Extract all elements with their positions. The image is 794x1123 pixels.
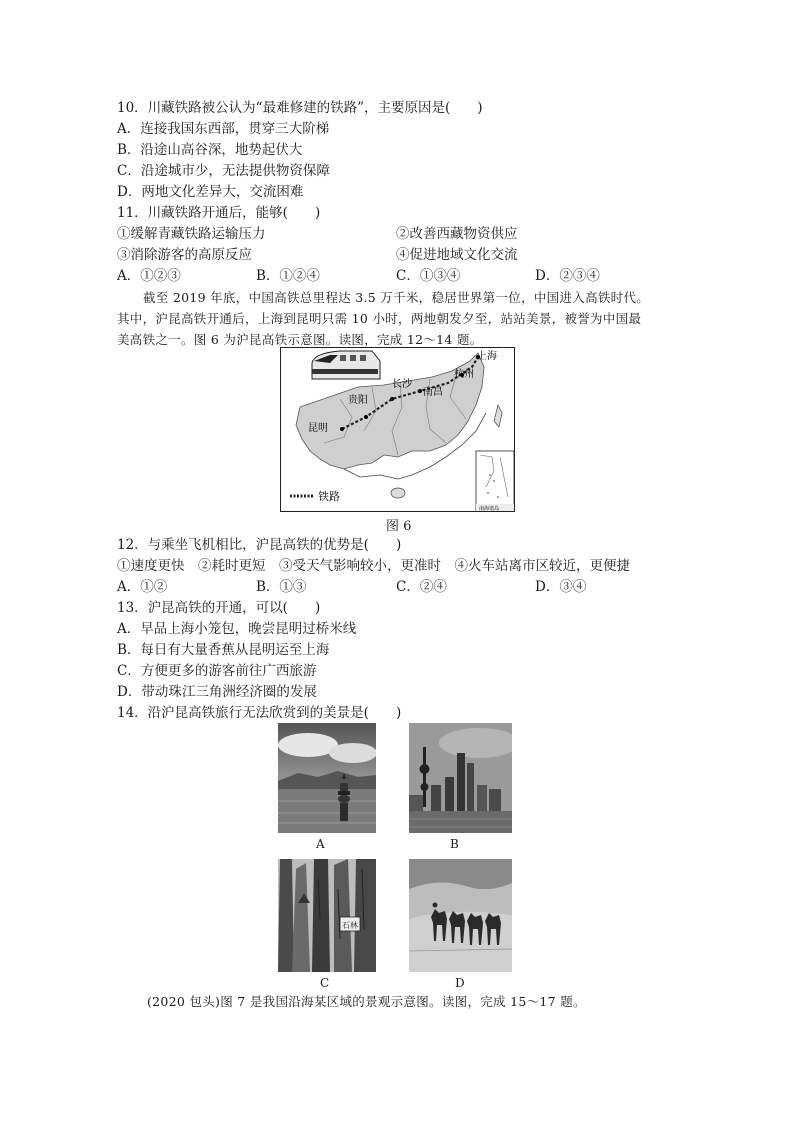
q11-item-1: ①缓解青藏铁路运输压力 (117, 226, 266, 242)
passage-line-2: 其中，沪昆高铁开通后，上海到昆明只需 10 小时，两地朝发夕至，站站美景，被誉为中国最 (117, 311, 642, 326)
q13-option-c: C．方便更多的游客前往广西旅游 (117, 663, 317, 679)
photo-d-label: D (455, 976, 465, 990)
city-guiyang: 贵阳 (348, 395, 368, 406)
photo-a-label: A (316, 837, 325, 851)
photo-c-sign: 石林 (342, 921, 358, 930)
q13-option-b: B．每日有大量香蕉从昆明运至上海 (117, 642, 330, 658)
train-icon (312, 351, 380, 379)
q11-choice-b: B．①②④ (256, 268, 320, 284)
q12-items: ①速度更快 ②耗时更短 ③受天气影响较小，更准时 ④火车站离市区较近，更便捷 (117, 558, 630, 574)
q11-item-4: ④促进地域文化交流 (396, 247, 518, 263)
q12-choice-b: B．①③ (256, 579, 307, 595)
q11-choice-c: C．①③④ (396, 268, 461, 284)
legend-railway: 铁路 (318, 490, 340, 503)
q11-choice-d: D．②③④ (535, 268, 600, 284)
railway-map (280, 347, 515, 512)
inset-label: 南海诸岛 (479, 506, 500, 512)
q10-option-b: B．沿途山高谷深，地势起伏大 (117, 142, 303, 158)
city-nanchang: 南昌 (423, 387, 443, 398)
q10-stem: 10．川藏铁路被公认为“最难修建的铁路”，主要原因是( ) (117, 100, 483, 116)
photo-b-label: B (450, 837, 459, 851)
passage-line-3: 美高铁之一。图 6 为沪昆高铁示意图。读图，完成 12～14 题。 (117, 332, 483, 347)
photo-a-lake-pagoda (278, 723, 376, 833)
city-hangzhou: 杭州 (454, 369, 474, 380)
q10-option-c: C．沿途城市少，无法提供物资保障 (117, 163, 330, 179)
city-changsha: 长沙 (392, 379, 412, 390)
q13-option-a: A．早品上海小笼包，晚尝昆明过桥米线 (117, 621, 357, 637)
q12-choice-c: C．②④ (396, 579, 447, 595)
passage-line-1: 截至 2019 年底，中国高铁总里程达 3.5 万千米，稳居世界第一位，中国进入高铁时代。 (143, 290, 650, 305)
q13-option-d: D．带动珠江三角洲经济圈的发展 (117, 684, 317, 700)
q12-choice-d: D．③④ (535, 579, 587, 595)
q11-item-2: ②改善西藏物资供应 (396, 226, 518, 242)
photo-d-desert-camels (409, 859, 512, 972)
photo-b-skyline (409, 723, 512, 833)
q11-stem: 11．川藏铁路开通后，能够( ) (117, 205, 321, 221)
q13-stem: 13．沪昆高铁的开通，可以( ) (117, 600, 321, 616)
q11-item-3: ③消除游客的高原反应 (117, 247, 252, 263)
south-china-sea-inset (476, 451, 514, 511)
city-kunming: 昆明 (308, 423, 328, 434)
q10-option-a: A．连接我国东西部，贯穿三大阶梯 (117, 121, 330, 137)
q12-stem: 12．与乘坐飞机相比，沪昆高铁的优势是( ) (117, 537, 402, 553)
next-passage: (2020 包头)图 7 是我国沿海某区域的景观示意图。读图，完成 15～17 题。 (147, 994, 586, 1009)
q14-stem: 14．沿沪昆高铁旅行无法欣赏到的美景是( ) (117, 705, 402, 721)
photo-c-label: C (320, 976, 330, 990)
q10-option-d: D．两地文化差异大，交流困难 (117, 184, 304, 200)
figure-6-caption: 图 6 (386, 519, 412, 534)
q12-choice-a: A．①② (117, 579, 168, 595)
city-shanghai: 上海 (477, 351, 497, 362)
q11-choice-a: A．①②③ (117, 268, 181, 284)
photo-c-stone-forest (278, 859, 376, 972)
